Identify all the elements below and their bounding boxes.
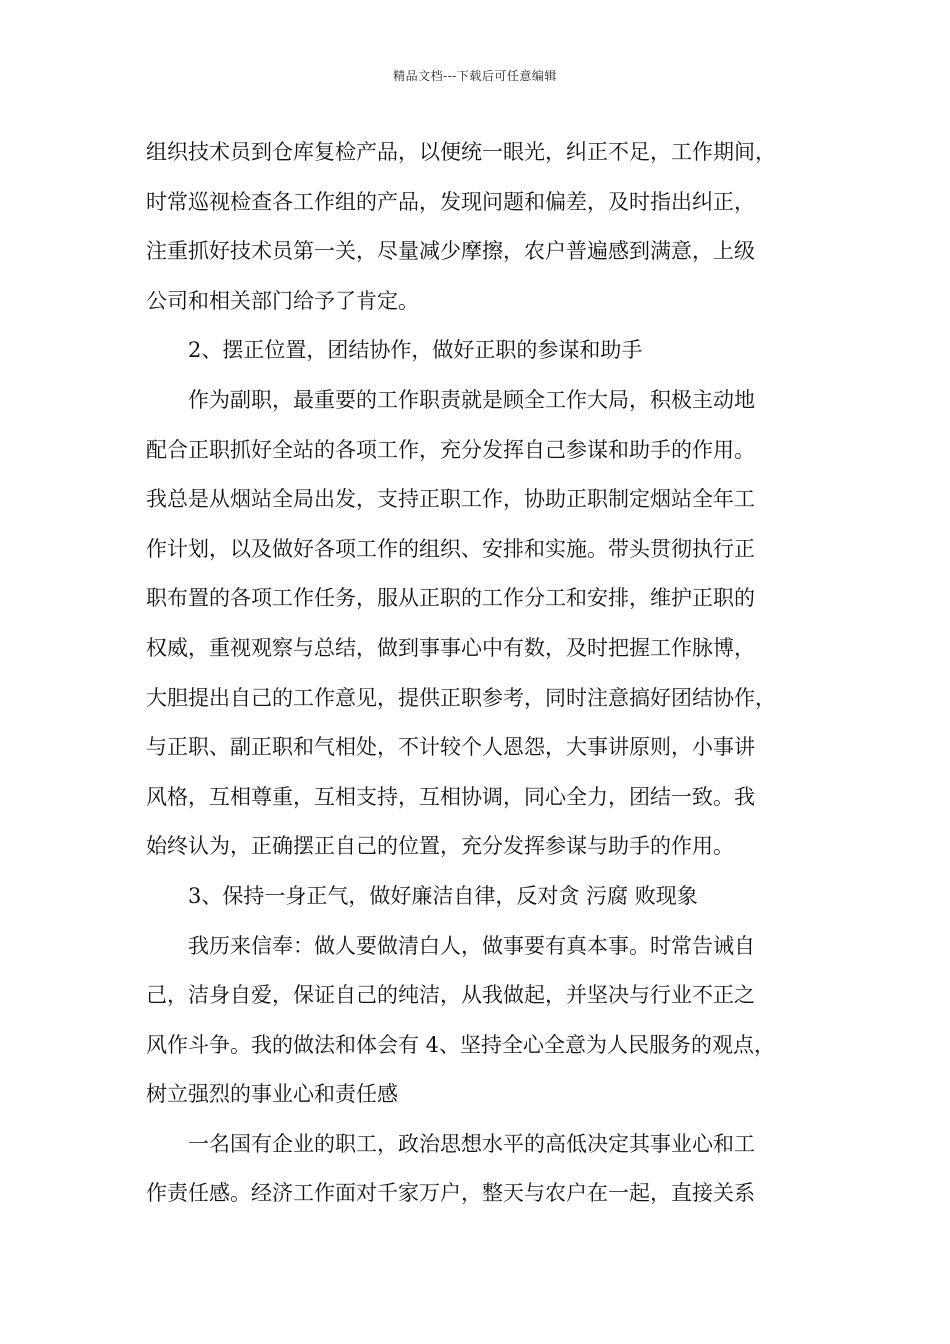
text-line: 配合正职抓好全站的各项工作，充分发挥自己参谋和助手的作用。 — [146, 437, 755, 462]
text-line: 我历来信奉：做人要做清白人，做事要有真本事。时常告诫自 — [188, 933, 755, 958]
text-line: 风作斗争。我的做法和体会有 4、坚持全心全意为人民服务的观点， — [146, 1032, 776, 1057]
text-line: 风格，互相尊重，互相支持，互相协调，同心全力，团结一致。我 — [146, 784, 755, 809]
text-line: 组织技术员到仓库复检产品，以便统一眼光，纠正不足，工作期间， — [146, 140, 776, 164]
text-line: 职布置的各项工作任务，服从正职的工作分工和安排，维护正职的 — [146, 586, 755, 611]
text-line: 大胆提出自己的工作意见，提供正职参考，同时注意搞好团结协作， — [146, 685, 776, 710]
text-line: 作责任感。经济工作面对千家万户，整天与农户在一起，直接关系 — [146, 1181, 755, 1206]
text-line: 己，洁身自爱，保证自己的纯洁，从我做起，并坚决与行业不正之 — [146, 983, 755, 1008]
text-line: 作为副职，最重要的工作职责就是顾全工作大局，积极主动地 — [188, 387, 755, 412]
text-line: 2、摆正位置，团结协作，做好正职的参谋和助手 — [188, 338, 643, 363]
text-line: 公司和相关部门给予了肯定。 — [146, 288, 419, 313]
text-line: 一名国有企业的职工，政治思想水平的高低决定其事业心和工 — [188, 1131, 755, 1156]
text-line: 权威，重视观察与总结，做到事事心中有数，及时把握工作脉博， — [146, 635, 755, 660]
text-line: 我总是从烟站全局出发，支持正职工作，协助正职制定烟站全年工 — [146, 487, 755, 512]
text-line: 树立强烈的事业心和责任感 — [146, 1082, 398, 1107]
text-line: 注重抓好技术员第一关，尽量减少摩擦，农户普遍感到满意，上级 — [146, 239, 755, 264]
text-line: 与正职、副正职和气相处，不计较个人恩怨，大事讲原则，小事讲 — [146, 735, 755, 760]
text-line: 时常巡视检查各工作组的产品，发现问题和偏差，及时指出纠正， — [146, 189, 755, 214]
page-header: 精品文档---下载后可任意编辑 — [393, 69, 557, 83]
text-line: 作计划，以及做好各项工作的组织、安排和实施。带头贯彻执行正 — [146, 536, 755, 561]
text-line: 始终认为，正确摆正自己的位置，充分发挥参谋与助手的作用。 — [146, 834, 734, 859]
text-line: 3、保持一身正气，做好廉洁自律，反对贪 污腐 败现象 — [188, 883, 698, 908]
document-body — [146, 128, 811, 1219]
